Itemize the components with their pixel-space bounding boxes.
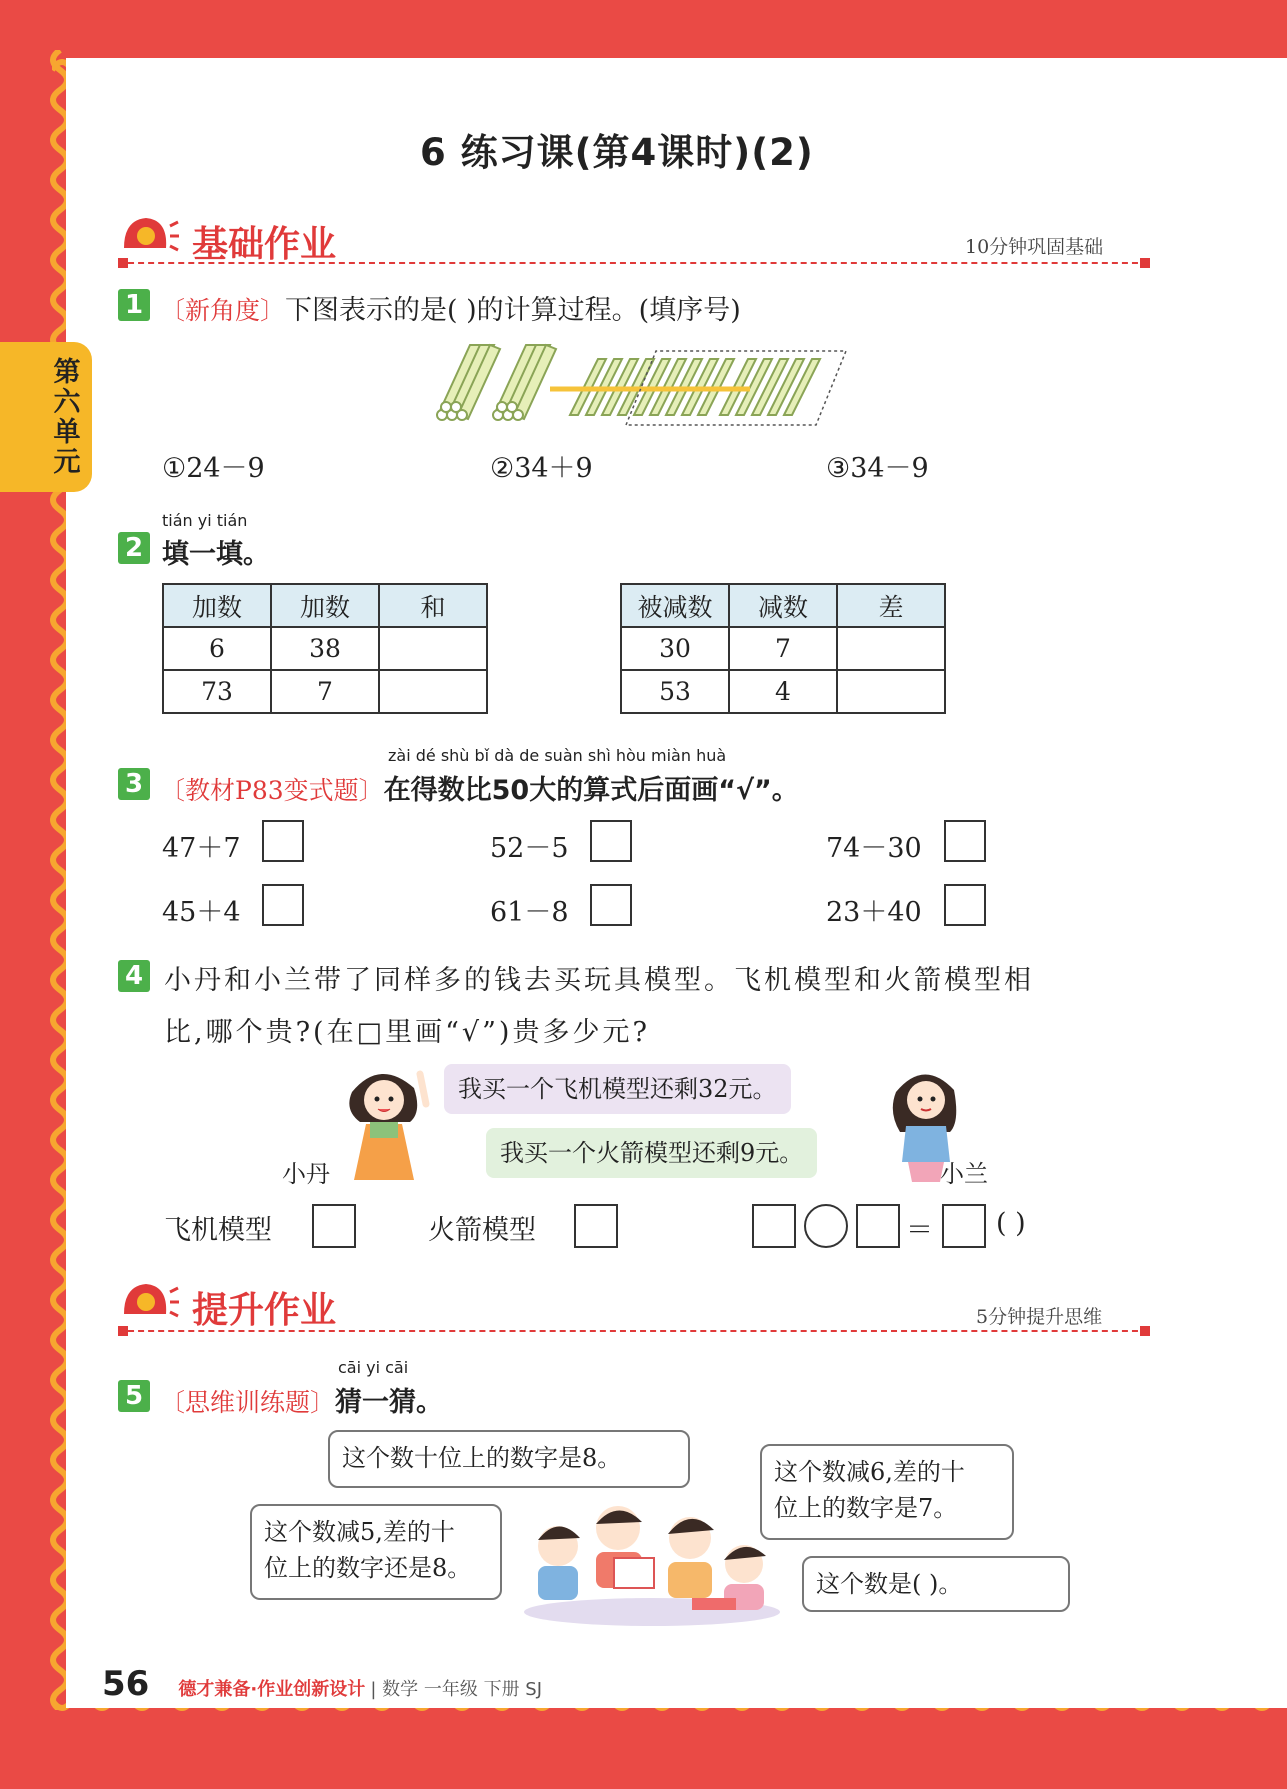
speech-bubble: 我买一个飞机模型还剩32元。 bbox=[444, 1064, 791, 1114]
answer-cell[interactable] bbox=[379, 627, 487, 670]
question-text: 在得数比50大的算式后面画“√”。 bbox=[383, 775, 799, 806]
table-header: 被减数 bbox=[621, 584, 729, 627]
question-number: 5 bbox=[118, 1380, 150, 1412]
operator-circle[interactable] bbox=[804, 1204, 848, 1248]
question-number: 3 bbox=[118, 768, 150, 800]
divider-dot bbox=[118, 258, 128, 268]
question-number: 4 bbox=[118, 960, 150, 992]
clue-bubble bbox=[250, 1504, 502, 1600]
unit-tab-label: 第六单元 bbox=[53, 357, 81, 478]
section-basic-subtitle: 10分钟巩固基础 bbox=[965, 236, 1104, 258]
subtraction-table bbox=[620, 583, 946, 714]
table-cell: 53 bbox=[621, 670, 729, 713]
expression: 61－8 bbox=[490, 897, 569, 928]
option-2: ②34＋9 bbox=[490, 453, 593, 484]
sticks-illustration bbox=[430, 335, 850, 431]
option-3: ③34－9 bbox=[826, 453, 929, 484]
answer-cell[interactable] bbox=[837, 627, 945, 670]
question-number: 2 bbox=[118, 532, 150, 564]
expression: 74－30 bbox=[826, 833, 922, 864]
table-header: 加数 bbox=[163, 584, 271, 627]
answer-cell[interactable] bbox=[379, 670, 487, 713]
clue-text: 这个数减5,差的十 bbox=[264, 1518, 455, 1546]
pinyin: cāi yi cāi bbox=[338, 1358, 409, 1377]
table-header: 差 bbox=[837, 584, 945, 627]
clue-text: 这个数减6,差的十 bbox=[774, 1458, 965, 1486]
check-box[interactable] bbox=[590, 884, 632, 926]
name-label: 小丹 bbox=[282, 1160, 330, 1188]
table-cell: 4 bbox=[729, 670, 837, 713]
check-box[interactable] bbox=[590, 820, 632, 862]
plane-check-box[interactable] bbox=[312, 1204, 356, 1248]
divider-dot bbox=[118, 1326, 128, 1336]
page-number: 56 bbox=[102, 1664, 150, 1704]
question-number: 1 bbox=[118, 289, 150, 321]
expression: 47＋7 bbox=[162, 833, 241, 864]
divider-dot bbox=[1140, 258, 1150, 268]
clue-text: 位上的数字还是8。 bbox=[264, 1554, 472, 1582]
expression: 45＋4 bbox=[162, 897, 241, 928]
answer-cell[interactable] bbox=[837, 670, 945, 713]
rocket-check-box[interactable] bbox=[574, 1204, 618, 1248]
brand-name: 德才兼备·作业创新设计 bbox=[178, 1679, 366, 1700]
table-header: 减数 bbox=[729, 584, 837, 627]
table-header: 和 bbox=[379, 584, 487, 627]
question-text: 下图表示的是( )的计算过程。(填序号) bbox=[285, 295, 741, 326]
clue-text: 这个数十位上的数字是8。 bbox=[342, 1444, 622, 1472]
name-label: 小兰 bbox=[940, 1160, 988, 1188]
question-text: 猜一猜。 bbox=[335, 1387, 444, 1418]
check-box[interactable] bbox=[944, 820, 986, 862]
table-cell: 30 bbox=[621, 627, 729, 670]
label-rocket: 火箭模型 bbox=[428, 1215, 536, 1246]
section-basic-title: 基础作业 bbox=[192, 224, 337, 265]
addition-table bbox=[162, 583, 488, 714]
question-text: 比,哪个贵?(在□里画“√”)贵多少元? bbox=[164, 1017, 650, 1048]
question-text: 填一填。 bbox=[162, 539, 270, 570]
check-box[interactable] bbox=[262, 820, 304, 862]
expression: 23＋40 bbox=[826, 897, 922, 928]
book-info: | 数学 一年级 下册 SJ bbox=[370, 1679, 543, 1700]
question-tag: 〔思维训练题〕 bbox=[160, 1388, 336, 1417]
expression: 52－5 bbox=[490, 833, 569, 864]
check-box[interactable] bbox=[944, 884, 986, 926]
question-tag: 〔新角度〕 bbox=[160, 296, 286, 325]
clue-bubble bbox=[328, 1430, 690, 1488]
question-tag: 〔教材P83变式题〕 bbox=[160, 776, 384, 805]
section-advanced-divider bbox=[118, 1330, 1148, 1332]
table-cell: 6 bbox=[163, 627, 271, 670]
question-text: 小丹和小兰带了同样多的钱去买玩具模型。飞机模型和火箭模型相 bbox=[164, 965, 1034, 996]
clue-text: 位上的数字是7。 bbox=[774, 1494, 958, 1522]
speech-bubble: 我买一个火箭模型还剩9元。 bbox=[486, 1128, 817, 1178]
section-advanced-subtitle: 5分钟提升思维 bbox=[976, 1306, 1103, 1328]
clue-bubble bbox=[760, 1444, 1014, 1540]
equation-box[interactable] bbox=[752, 1204, 796, 1248]
table-cell: 7 bbox=[729, 627, 837, 670]
table-header: 加数 bbox=[271, 584, 379, 627]
page-title: 6 练习课(第4课时)(2) bbox=[420, 131, 814, 174]
pinyin: tián yi tián bbox=[162, 511, 248, 530]
section-basic-divider bbox=[118, 262, 1148, 264]
children-reading-illustration bbox=[522, 1494, 784, 1626]
check-box[interactable] bbox=[262, 884, 304, 926]
table-cell: 73 bbox=[163, 670, 271, 713]
pinyin: zài dé shù bǐ dà de suàn shì hòu miàn huà bbox=[388, 746, 727, 765]
girl-xiaodan-illustration bbox=[330, 1062, 440, 1182]
table-cell: 38 bbox=[271, 627, 379, 670]
equation-box[interactable] bbox=[942, 1204, 986, 1248]
section-advanced-title: 提升作业 bbox=[192, 1290, 337, 1331]
answer-bubble bbox=[802, 1556, 1070, 1612]
equation-box[interactable] bbox=[856, 1204, 900, 1248]
option-1: ①24－9 bbox=[162, 453, 265, 484]
footer bbox=[102, 1664, 542, 1704]
unit-paren: ( ) bbox=[996, 1208, 1026, 1239]
answer-text: 这个数是( )。 bbox=[816, 1570, 963, 1598]
unit-tab bbox=[0, 342, 92, 492]
label-plane: 飞机模型 bbox=[164, 1215, 272, 1246]
bell-icon bbox=[118, 210, 180, 260]
divider-dot bbox=[1140, 1326, 1150, 1336]
bell-icon bbox=[118, 1276, 180, 1326]
table-cell: 7 bbox=[271, 670, 379, 713]
equals-sign: ＝ bbox=[906, 1215, 933, 1246]
